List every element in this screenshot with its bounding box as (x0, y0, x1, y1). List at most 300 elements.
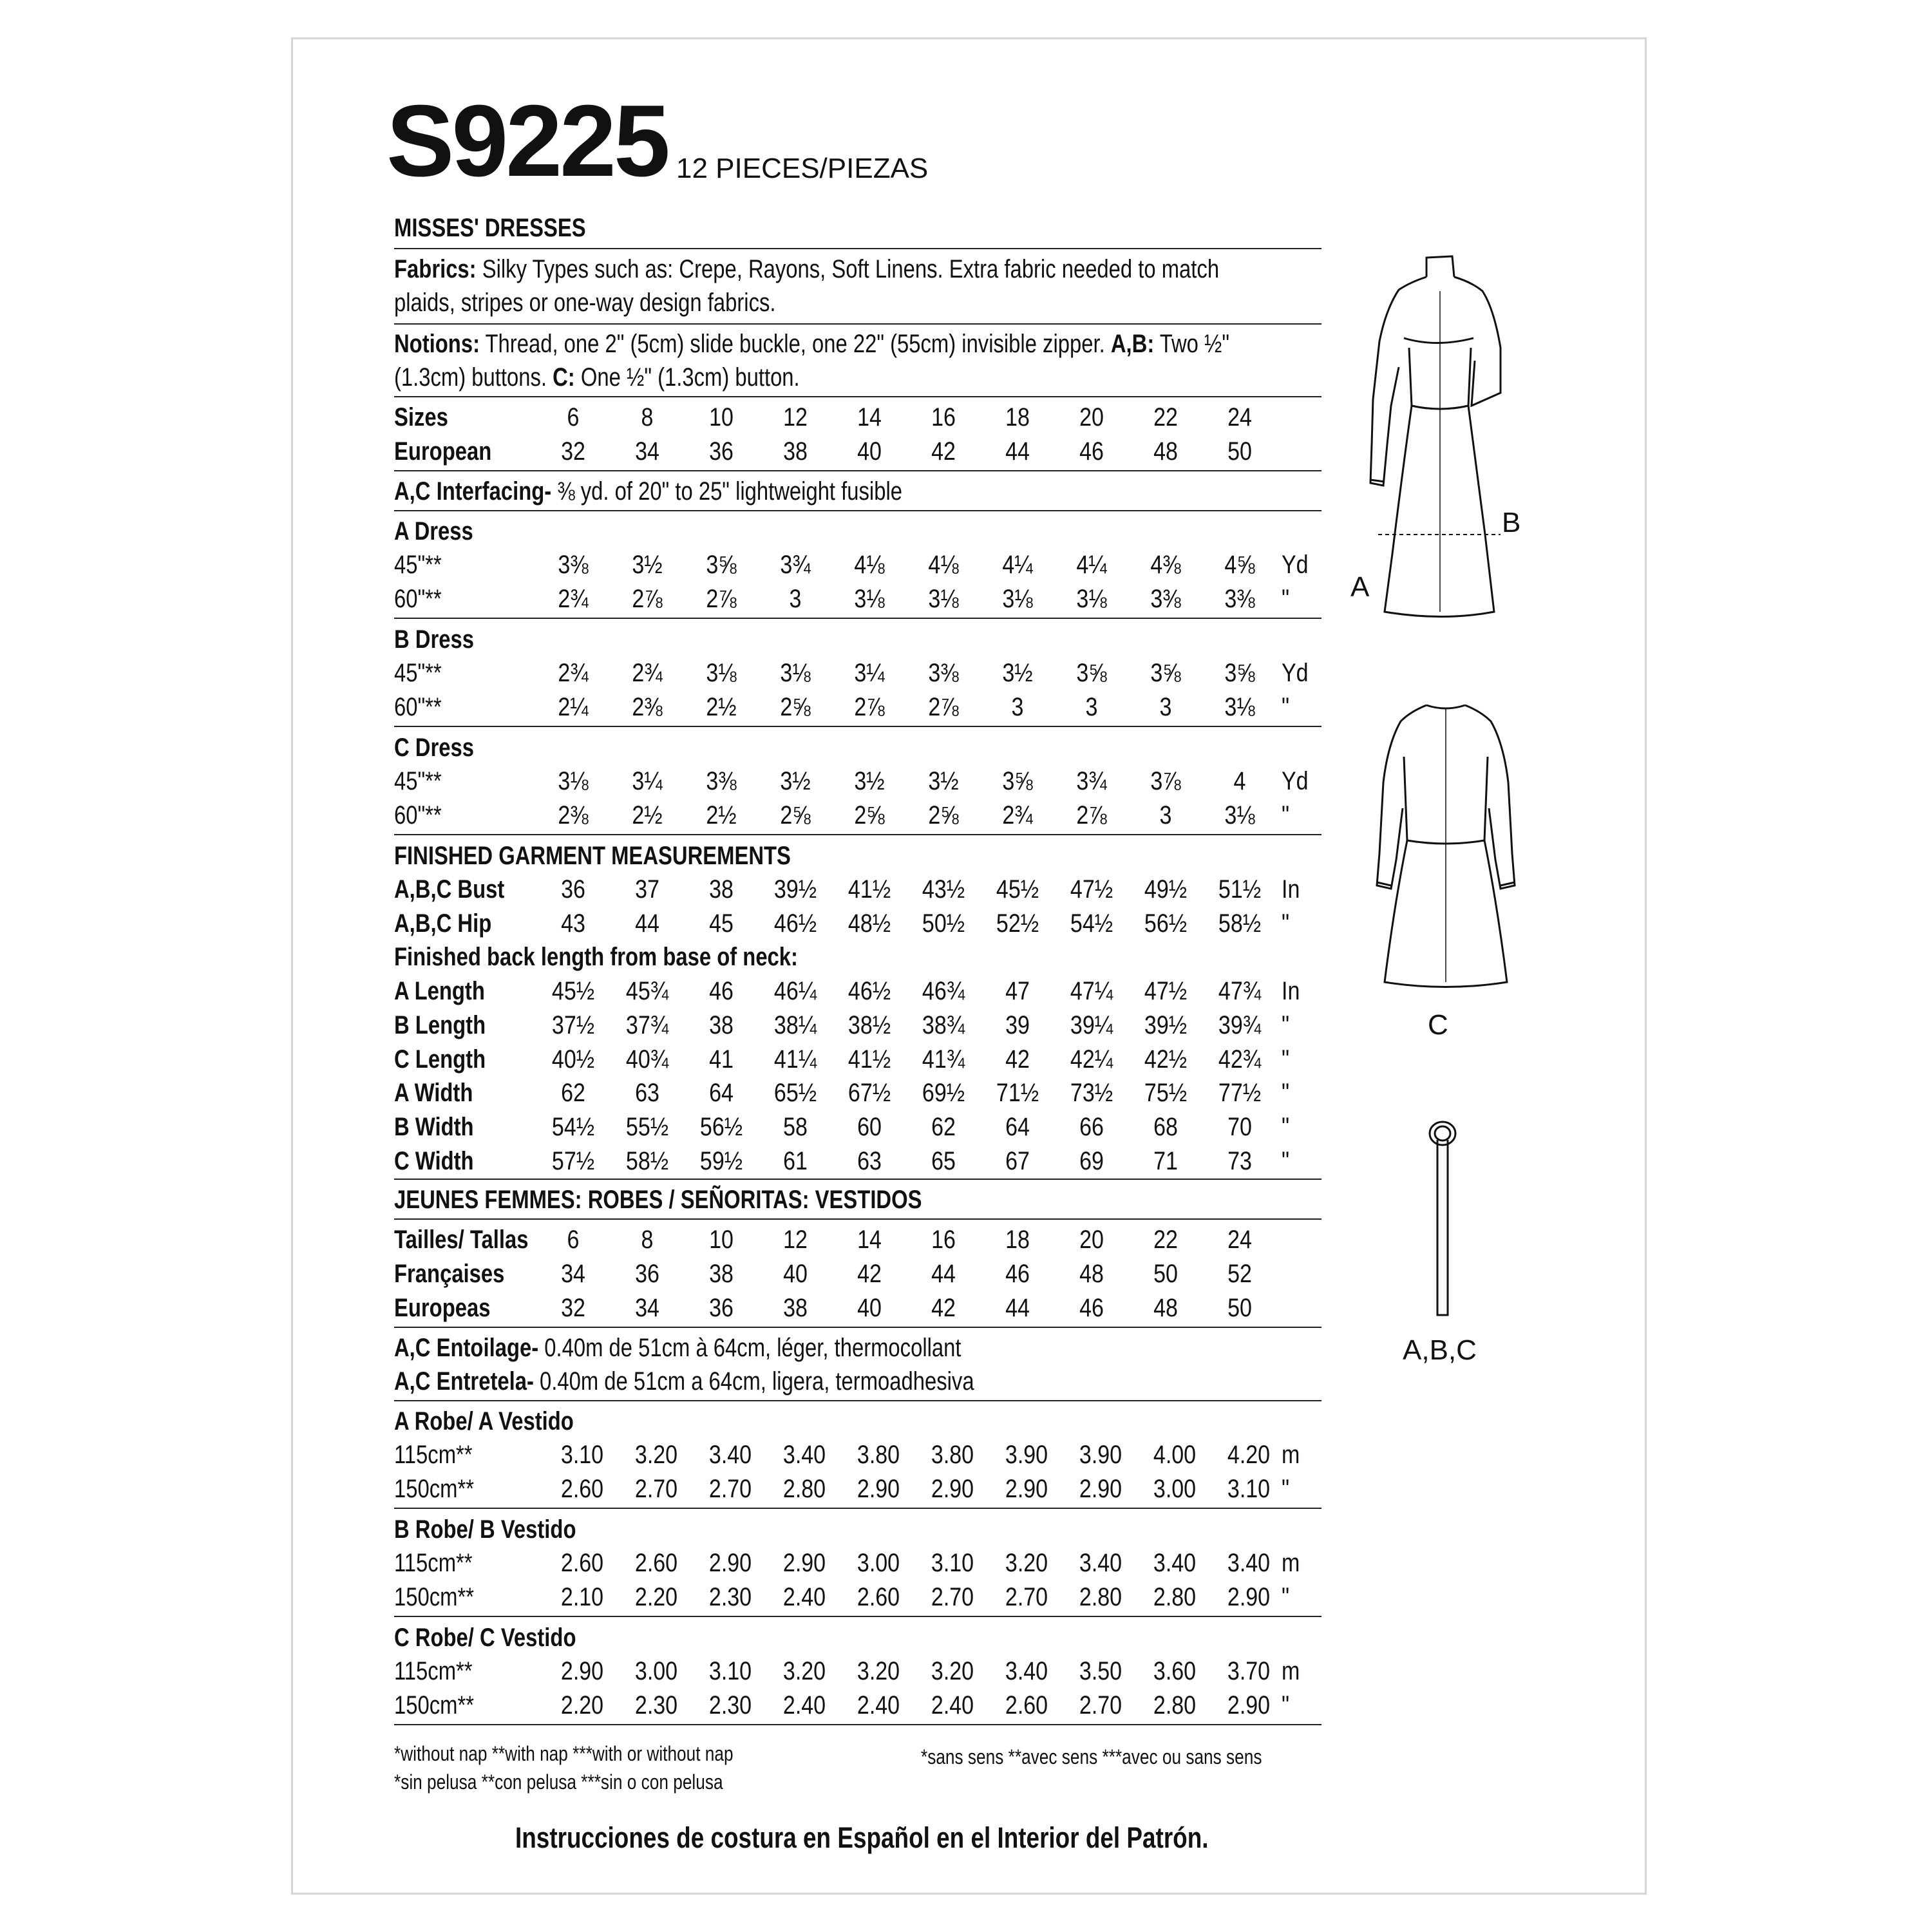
dress-title: A Dress (394, 517, 473, 545)
cell-value: 4¼ (1076, 551, 1107, 579)
cell-value: 69 (1079, 1147, 1104, 1175)
cell-value: 2.80 (1153, 1691, 1197, 1719)
cell-value: 58½ (1218, 909, 1262, 938)
row-label: 150cm** (394, 1691, 474, 1719)
cell-value: 62 (931, 1113, 956, 1141)
row-label: C Length (394, 1045, 486, 1074)
cell-value: 42¾ (1218, 1045, 1262, 1074)
cell-value: 3.80 (857, 1441, 900, 1469)
cell-value: 2.90 (931, 1475, 974, 1503)
row-label: A Width (394, 1079, 473, 1107)
unit-label: m (1282, 1657, 1300, 1685)
cell-value: 3¾ (780, 551, 811, 579)
dress-title: C Dress (394, 734, 474, 762)
cell-value: 67 (1005, 1147, 1030, 1175)
cell-value: 52 (1227, 1260, 1252, 1288)
cell-value: 14 (857, 1226, 882, 1254)
cell-value: 6 (567, 1226, 580, 1254)
cell-value: 46 (1079, 1294, 1104, 1322)
cell-value: 16 (931, 403, 956, 431)
cell-value: 2.70 (1005, 1583, 1048, 1611)
cell-value: 3½ (632, 551, 663, 579)
unit-label: In (1282, 977, 1300, 1005)
cell-value: 3 (1159, 693, 1172, 721)
entretela-text: 0.40m de 51cm a 64cm, ligera, termoadhesiva (540, 1367, 974, 1396)
cell-value: 4⅛ (928, 551, 959, 579)
pieces-count: 12 PIECES/PIEZAS (676, 153, 929, 184)
cell-value: 2.70 (708, 1475, 752, 1503)
cell-value: 2.30 (634, 1691, 678, 1719)
cell-value: 37¾ (625, 1011, 669, 1039)
cell-value: 3 (1085, 693, 1098, 721)
cell-value: 2.40 (782, 1583, 826, 1611)
cell-value: 38 (783, 1294, 808, 1322)
cell-value: 39 (1005, 1011, 1030, 1039)
row-label: A,B,C Hip (394, 909, 492, 938)
cell-value: 2⅝ (780, 693, 811, 721)
cell-value: 38¼ (773, 1011, 817, 1039)
cell-value: 41¼ (773, 1045, 817, 1074)
cell-value: 56½ (1144, 909, 1188, 938)
cell-value: 2⅞ (854, 693, 885, 721)
divider (394, 834, 1321, 835)
cell-value: 14 (857, 403, 882, 431)
cell-value: 18 (1005, 1226, 1030, 1254)
divider (394, 1400, 1321, 1401)
intl-title: JEUNES FEMMES: ROBES / SEÑORITAS: VESTIDOS (394, 1186, 922, 1214)
divider (394, 248, 1321, 249)
unit-label: In (1282, 875, 1300, 904)
unit-label: " (1282, 1011, 1290, 1039)
notions-line-2 (394, 365, 800, 390)
cell-value: 2.80 (1079, 1583, 1122, 1611)
cell-value: 36 (709, 437, 734, 466)
cell-value: 50 (1227, 437, 1252, 466)
cell-value: 8 (641, 403, 654, 431)
cell-value: 55½ (625, 1113, 669, 1141)
cell-value: 2.40 (857, 1691, 900, 1719)
cell-value: 16 (931, 1226, 956, 1254)
cell-value: 2⅜ (558, 801, 589, 829)
dress-a-b-illustration (1340, 251, 1533, 618)
cell-value: 2½ (706, 801, 737, 829)
section-title: MISSES' DRESSES (394, 214, 586, 242)
cell-value: 18 (1005, 403, 1030, 431)
notions-line-1 (394, 331, 1229, 357)
cell-value: 50 (1227, 1294, 1252, 1322)
cell-value: 2.60 (560, 1475, 604, 1503)
cell-value: 47½ (1144, 977, 1188, 1005)
cell-value: 37 (635, 875, 659, 904)
cell-value: 3.10 (560, 1441, 604, 1469)
cell-value: 3⅝ (706, 551, 737, 579)
cell-value: 42 (931, 437, 956, 466)
cell-value: 3.10 (1227, 1475, 1271, 1503)
cell-value: 46 (1079, 437, 1104, 466)
interfacing-line (394, 478, 902, 504)
cell-value: 3.00 (1153, 1475, 1197, 1503)
cell-value: 3.50 (1079, 1657, 1122, 1685)
cell-value: 3⅜ (706, 767, 737, 795)
cell-value: 10 (709, 1226, 734, 1254)
divider (394, 396, 1321, 397)
cell-value: 3.90 (1005, 1441, 1048, 1469)
row-label: 45"** (394, 659, 442, 687)
cell-value: 73 (1227, 1147, 1252, 1175)
cell-value: 2.90 (857, 1475, 900, 1503)
view-a-label: A (1350, 571, 1370, 603)
row-label: 60"** (394, 585, 442, 613)
cell-value: 2.90 (1227, 1691, 1271, 1719)
cell-value: 3 (1011, 693, 1024, 721)
cell-value: 3.20 (857, 1657, 900, 1685)
cell-value: 64 (1005, 1113, 1030, 1141)
cell-value: 3.40 (1227, 1549, 1271, 1577)
cell-value: 6 (567, 403, 580, 431)
cell-value: 3⅞ (1150, 767, 1181, 795)
cell-value: 67½ (848, 1079, 891, 1107)
cell-value: 2¾ (1002, 801, 1033, 829)
footnote-french: *sans sens **avec sens ***avec ou sans sens (921, 1745, 1262, 1768)
cell-value: 3⅛ (1224, 693, 1255, 721)
divider (394, 1724, 1321, 1725)
cell-value: 43½ (922, 875, 965, 904)
cell-value: 32 (561, 437, 585, 466)
metric-title: B Robe/ B Vestido (394, 1515, 576, 1544)
belt-illustration (1423, 1114, 1462, 1320)
notions-text-2: (1.3cm) buttons. (394, 363, 547, 392)
divider (394, 470, 1321, 471)
cell-value: 48 (1153, 437, 1178, 466)
interfacing-label: A,C Interfacing- (394, 477, 552, 506)
cell-value: 3.20 (782, 1657, 826, 1685)
divider (394, 323, 1321, 325)
cell-value: 42½ (1144, 1045, 1188, 1074)
cell-value: 3⅛ (1076, 585, 1107, 613)
cell-value: 3.60 (1153, 1657, 1197, 1685)
cell-value: 47¾ (1218, 977, 1262, 1005)
unit-label: " (1282, 1045, 1290, 1074)
cell-value: 22 (1153, 403, 1178, 431)
cell-value: 2½ (706, 693, 737, 721)
cell-value: 46½ (773, 909, 817, 938)
cell-value: 3.90 (1079, 1441, 1122, 1469)
cell-value: 40 (857, 437, 882, 466)
cell-value: 3.20 (634, 1441, 678, 1469)
cell-value: 24 (1227, 403, 1252, 431)
cell-value: 41¾ (922, 1045, 965, 1074)
cell-value: 46 (1005, 1260, 1030, 1288)
unit-label: m (1282, 1549, 1300, 1577)
cell-value: 2.20 (634, 1583, 678, 1611)
cell-value: 3½ (780, 767, 811, 795)
cell-value: 58½ (625, 1147, 669, 1175)
cell-value: 41 (709, 1045, 734, 1074)
cell-value: 2⅞ (632, 585, 663, 613)
row-label: 60"** (394, 801, 442, 829)
row-label: 45"** (394, 551, 442, 579)
cell-value: 2⅞ (706, 585, 737, 613)
row-label: 115cm** (394, 1441, 473, 1469)
unit-label: m (1282, 1441, 1300, 1469)
cell-value: 3.40 (708, 1441, 752, 1469)
cell-value: 3 (789, 585, 802, 613)
cell-value: 2.40 (931, 1691, 974, 1719)
cell-value: 2¾ (632, 659, 663, 687)
unit-label: " (1282, 693, 1290, 721)
cell-value: 3⅛ (558, 767, 589, 795)
row-label: European (394, 437, 492, 466)
unit-label: " (1282, 909, 1290, 938)
cell-value: 38½ (848, 1011, 891, 1039)
cell-value: 3½ (1002, 659, 1033, 687)
entoilage-text: 0.40m de 51cm à 64cm, léger, thermocollant (544, 1334, 961, 1362)
cell-value: 61 (783, 1147, 808, 1175)
divider (394, 618, 1321, 619)
cell-value: 34 (561, 1260, 585, 1288)
divider (394, 726, 1321, 727)
cell-value: 3.40 (1153, 1549, 1197, 1577)
cell-value: 4.20 (1227, 1441, 1271, 1469)
cell-value: 39¼ (1070, 1011, 1113, 1039)
cell-value: 63 (857, 1147, 882, 1175)
cell-value: 66 (1079, 1113, 1104, 1141)
cell-value: 47 (1005, 977, 1030, 1005)
cell-value: 41½ (848, 1045, 891, 1074)
entoilage-label: A,C Entoilage- (394, 1334, 539, 1362)
fabrics-label: Fabrics: (394, 255, 477, 283)
cell-value: 12 (783, 1226, 808, 1254)
cell-value: 2.90 (1227, 1583, 1271, 1611)
row-label: 150cm** (394, 1475, 474, 1503)
cell-value: 39½ (773, 875, 817, 904)
cell-value: 34 (635, 437, 659, 466)
cell-value: 65 (931, 1147, 956, 1175)
cell-value: 3½ (854, 767, 885, 795)
dress-c-illustration (1365, 692, 1526, 989)
row-label: Françaises (394, 1260, 505, 1288)
footnote-english: *without nap **with nap ***with or without nap (394, 1742, 734, 1765)
cell-value: 2.60 (634, 1549, 678, 1577)
notions-text-2b: One ½" (1.3cm) button. (580, 363, 800, 392)
cell-value: 45½ (996, 875, 1039, 904)
divider (394, 1218, 1321, 1220)
divider (394, 1327, 1321, 1328)
cell-value: 3⅛ (1002, 585, 1033, 613)
cell-value: 59½ (699, 1147, 743, 1175)
cell-value: 46 (709, 977, 734, 1005)
cell-value: 4.00 (1153, 1441, 1197, 1469)
notions-text-1b: Two ½" (1159, 330, 1230, 358)
cell-value: 50 (1153, 1260, 1178, 1288)
dress-title: B Dress (394, 625, 474, 654)
cell-value: 3⅛ (928, 585, 959, 613)
cell-value: 2.80 (782, 1475, 826, 1503)
cell-value: 38 (709, 1260, 734, 1288)
cell-value: 2.10 (560, 1583, 604, 1611)
view-b-label: B (1502, 507, 1521, 538)
cell-value: 3⅜ (928, 659, 959, 687)
cell-value: 3¼ (632, 767, 663, 795)
footnote-spanish: *sin pelusa **con pelusa ***sin o con pelusa (394, 1770, 723, 1794)
cell-value: 3⅛ (1224, 801, 1255, 829)
cell-value: 3⅝ (1002, 767, 1033, 795)
cell-value: 2.80 (1153, 1583, 1197, 1611)
unit-label: " (1282, 1113, 1290, 1141)
cell-value: 40½ (551, 1045, 595, 1074)
cell-value: 48 (1153, 1294, 1178, 1322)
cell-value: 56½ (699, 1113, 743, 1141)
cell-value: 3¼ (854, 659, 885, 687)
back-length-label: Finished back length from base of neck: (394, 943, 798, 971)
spanish-instructions-note: Instrucciones de costura en Español en el Interior del Patrón. (515, 1821, 1209, 1854)
cell-value: 48½ (848, 909, 891, 938)
unit-label: " (1282, 1583, 1290, 1611)
cell-value: 3½ (928, 767, 959, 795)
cell-value: 37½ (551, 1011, 595, 1039)
fabrics-line-2: plaids, stripes or one-way design fabrics. (394, 289, 776, 317)
cell-value: 71 (1153, 1147, 1178, 1175)
cell-value: 3.00 (857, 1549, 900, 1577)
cell-value: 3.20 (1005, 1549, 1048, 1577)
cell-value: 3.70 (1227, 1657, 1271, 1685)
cell-value: 22 (1153, 1226, 1178, 1254)
cell-value: 58 (783, 1113, 808, 1141)
cell-value: 2.90 (1005, 1475, 1048, 1503)
unit-label: " (1282, 1691, 1290, 1719)
cell-value: 36 (561, 875, 585, 904)
cell-value: 71½ (996, 1079, 1039, 1107)
cell-value: 41½ (848, 875, 891, 904)
cell-value: 52½ (996, 909, 1039, 938)
cell-value: 2.40 (782, 1691, 826, 1719)
row-label: A,B,C Bust (394, 875, 505, 904)
cell-value: 46¾ (922, 977, 965, 1005)
cell-value: 54½ (551, 1113, 595, 1141)
row-label: 45"** (394, 767, 442, 795)
cell-value: 3⅜ (1224, 585, 1255, 613)
cell-value: 63 (635, 1079, 659, 1107)
cell-value: 2⅝ (928, 801, 959, 829)
cell-value: 2.60 (857, 1583, 900, 1611)
cell-value: 42 (857, 1260, 882, 1288)
cell-value: 46¼ (773, 977, 817, 1005)
row-label: 60"** (394, 693, 442, 721)
cell-value: 45 (709, 909, 734, 938)
notions-label: Notions: (394, 330, 480, 358)
cell-value: 2⅝ (780, 801, 811, 829)
cell-value: 3⅜ (558, 551, 589, 579)
notions-ab-label: A,B: (1110, 330, 1155, 358)
cell-value: 3⅛ (706, 659, 737, 687)
cell-value: 44 (931, 1260, 956, 1288)
pattern-number: S9225 (386, 84, 668, 198)
cell-value: 40 (783, 1260, 808, 1288)
cell-value: 48 (1079, 1260, 1104, 1288)
fabrics-line-1 (394, 256, 1219, 282)
cell-value: 38¾ (922, 1011, 965, 1039)
cell-value: 42¼ (1070, 1045, 1113, 1074)
cell-value: 39½ (1144, 1011, 1188, 1039)
cell-value: 2¾ (558, 659, 589, 687)
cell-value: 39¾ (1218, 1011, 1262, 1039)
divider (394, 510, 1321, 511)
cell-value: 75½ (1144, 1079, 1188, 1107)
metric-title: A Robe/ A Vestido (394, 1407, 574, 1435)
cell-value: 8 (641, 1226, 654, 1254)
cell-value: 2.20 (560, 1691, 604, 1719)
cell-value: 43 (561, 909, 585, 938)
cell-value: 40¾ (625, 1045, 669, 1074)
cell-value: 42 (931, 1294, 956, 1322)
cell-value: 50½ (922, 909, 965, 938)
entretela-label: A,C Entretela- (394, 1367, 534, 1396)
cell-value: 2.60 (560, 1549, 604, 1577)
cell-value: 20 (1079, 403, 1104, 431)
cell-value: 3⅛ (854, 585, 885, 613)
cell-value: 2¾ (558, 585, 589, 613)
cell-value: 3.20 (931, 1657, 974, 1685)
cell-value: 49½ (1144, 875, 1188, 904)
cell-value: 2⅞ (928, 693, 959, 721)
unit-label: Yd (1282, 767, 1309, 795)
view-abc-label: A,B,C (1403, 1334, 1477, 1366)
row-label: 115cm** (394, 1657, 473, 1685)
interfacing-text: ⅜ yd. of 20" to 25" lightweight fusible (557, 477, 902, 506)
cell-value: 45¾ (625, 977, 669, 1005)
row-label: Europeas (394, 1294, 491, 1322)
row-label: Sizes (394, 403, 448, 431)
cell-value: 42 (1005, 1045, 1030, 1074)
cell-value: 3⅜ (1150, 585, 1181, 613)
cell-value: 3.40 (1079, 1549, 1122, 1577)
cell-value: 4 (1233, 767, 1246, 795)
divider (394, 1616, 1321, 1617)
cell-value: 3.40 (782, 1441, 826, 1469)
cell-value: 2.90 (1079, 1475, 1122, 1503)
cell-value: 3⅝ (1150, 659, 1181, 687)
view-c-label: C (1428, 1009, 1448, 1041)
cell-value: 2⅜ (632, 693, 663, 721)
row-label: Tailles/ Tallas (394, 1226, 529, 1254)
cell-value: 2.90 (708, 1549, 752, 1577)
cell-value: 2.30 (708, 1583, 752, 1611)
fabrics-text-1: Silky Types such as: Crepe, Rayons, Soft Linens. Extra fabric needed to match (482, 255, 1220, 283)
cell-value: 3⅝ (1224, 659, 1255, 687)
cell-value: 44 (1005, 437, 1030, 466)
cell-value: 2.30 (708, 1691, 752, 1719)
row-label: 115cm** (394, 1549, 473, 1577)
cell-value: 44 (1005, 1294, 1030, 1322)
finished-title: FINISHED GARMENT MEASUREMENTS (394, 842, 791, 870)
cell-value: 20 (1079, 1226, 1104, 1254)
cell-value: 2½ (632, 801, 663, 829)
unit-label: " (1282, 585, 1290, 613)
cell-value: 3.80 (931, 1441, 974, 1469)
cell-value: 3.40 (1005, 1657, 1048, 1685)
cell-value: 38 (709, 875, 734, 904)
cell-value: 45½ (551, 977, 595, 1005)
cell-value: 57½ (551, 1147, 595, 1175)
cell-value: 3.10 (708, 1657, 752, 1685)
unit-label: Yd (1282, 551, 1309, 579)
cell-value: 4¼ (1002, 551, 1033, 579)
cell-value: 12 (783, 403, 808, 431)
cell-value: 77½ (1218, 1079, 1262, 1107)
cell-value: 4⅛ (854, 551, 885, 579)
cell-value: 24 (1227, 1226, 1252, 1254)
cell-value: 70 (1227, 1113, 1252, 1141)
